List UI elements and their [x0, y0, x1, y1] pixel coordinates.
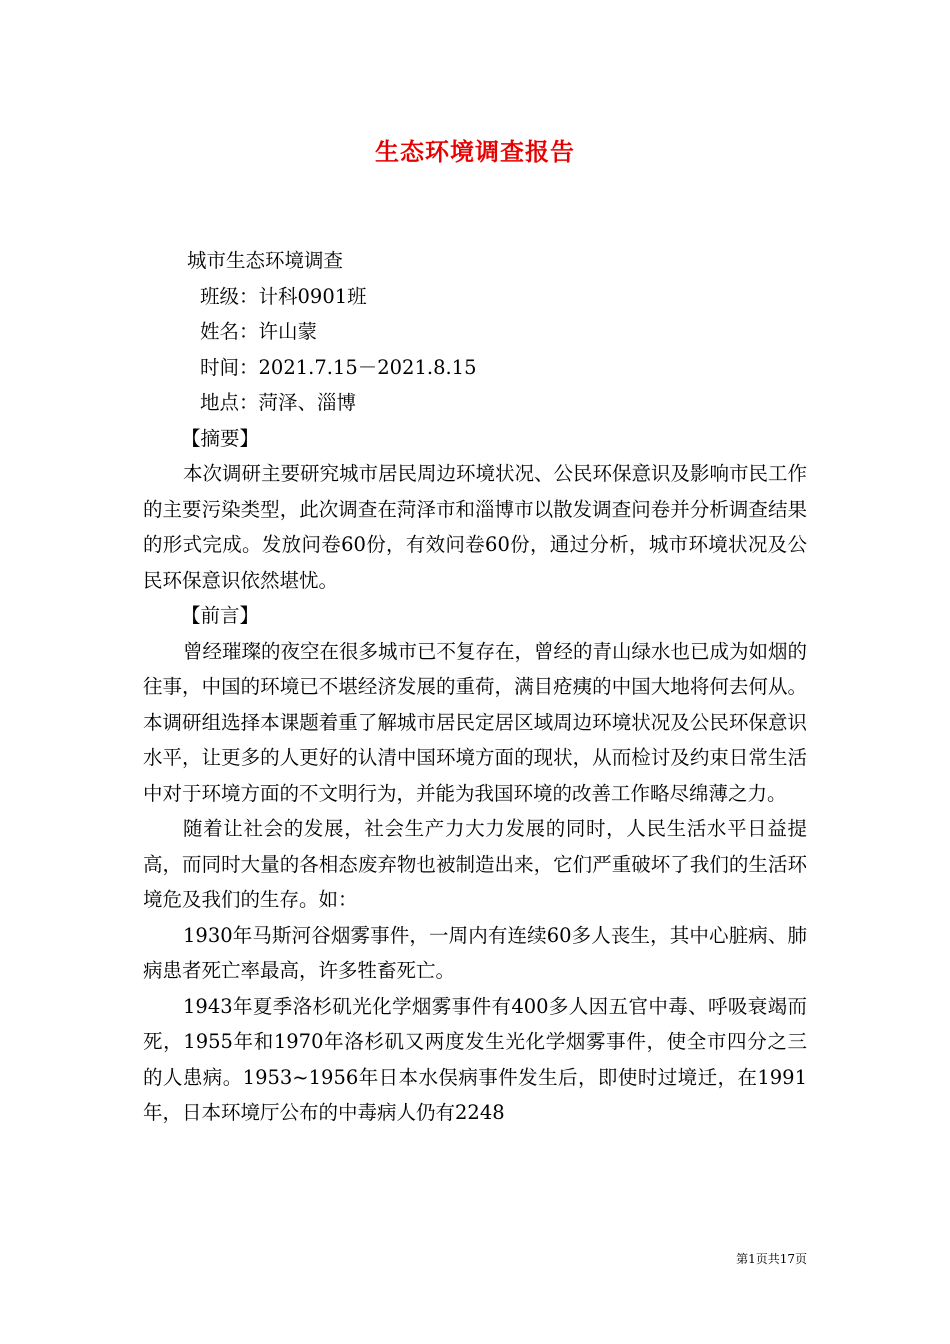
abstract-heading: 【摘要】	[181, 426, 260, 450]
document-title: 生态环境调查报告	[375, 137, 575, 166]
preface-paragraph-3: 1930年马斯河谷烟雾事件，一周内有连续60多人丧生，其中心脏病、肺病患者死亡率最高，许多牲畜死亡。	[143, 923, 807, 982]
info-name: 姓名：许山蒙	[200, 320, 318, 343]
preface-paragraph-4: 1943年夏季洛杉矶光化学烟雾事件有400多人因五官中毒、呼吸衰竭而死，1955年和1970年洛杉矶又两度发生光化学烟雾事件，使全市四分之三的人患病。1953~1956年日本水俣病事件发生后，即使时过境迁，在1991年，日本环境厅公布的中毒病人仍有2248	[143, 994, 807, 1124]
info-place: 地点：菏泽、淄博	[200, 391, 357, 414]
info-class: 班级：计科0901班	[200, 284, 367, 308]
preface-paragraph-2: 随着让社会的发展，社会生产力大力发展的同时，人民生活水平日益提高，而同时大量的各相态废弃物也被制造出来，它们严重破坏了我们的生活环境危及我们的生存。如：	[143, 817, 807, 911]
document-body	[143, 243, 807, 1131]
document-subtitle: 城市生态环境调查	[187, 249, 344, 272]
info-time: 时间：2021.7.15－2021.8.15	[200, 355, 477, 379]
abstract-paragraph: 本次调研主要研究城市居民周边环境状况、公民环保意识及影响市民工作的主要污染类型，此次调查在菏泽市和淄博市以散发调查问卷并分析调查结果的形式完成。发放问卷60份，有效问卷60份，通过分析，城市环境状况及公民环保意识依然堪忧。	[143, 462, 808, 592]
preface-heading: 【前言】	[181, 604, 260, 627]
preface-paragraph-1: 曾经璀璨的夜空在很多城市已不复存在，曾经的青山绿水也已成为如烟的往事，中国的环境已不堪经济发展的重荷，满目疮痍的中国大地将何去何从。本调研组选择本课题着重了解城市居民定居区域周边环境状况及公民环保意识水平，让更多的人更好的认清中国环境方面的现状，从而检讨及约束日常生活中对于环境方面的不文明行为，并能为我国环境的改善工作略尽绵薄之力。	[143, 639, 808, 805]
page-number: 第1页共17页	[736, 1252, 807, 1266]
